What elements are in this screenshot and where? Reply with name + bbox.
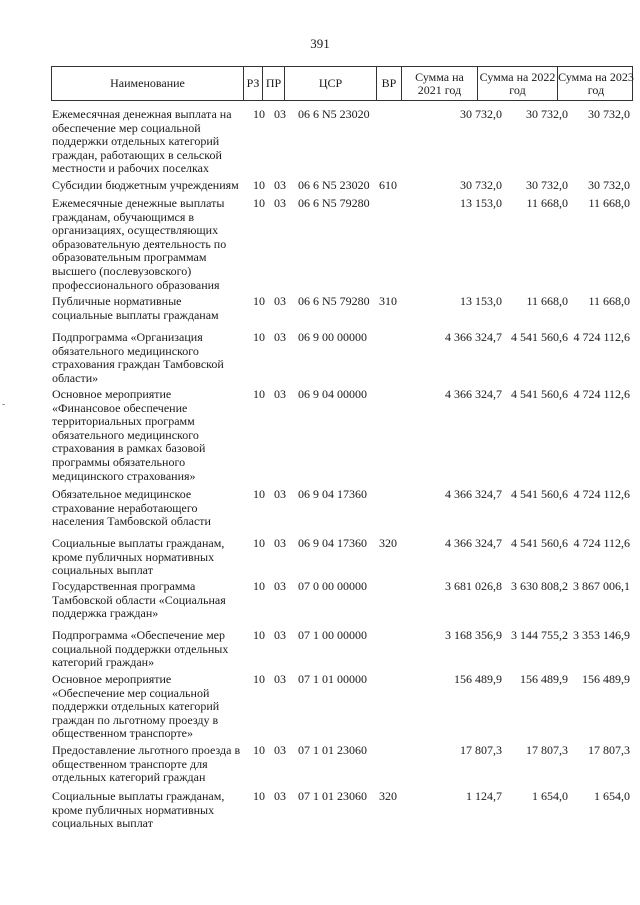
header-pr: ПР [262,67,284,100]
row-name: Подпрограмма «Обеспечение мер социальной поддержки отдельных категорий граждан» [52,628,229,670]
row-csr: 07 0 00 00000 [298,579,367,593]
row-name: Субсидии бюджетным учреждениям [52,178,239,192]
row-rz: 10 [253,330,265,344]
row-pr: 03 [274,487,286,501]
row-sum-2023: 11 668,0 [588,196,630,210]
header-csr: ЦСР [284,67,376,100]
row-name: Ежемесячная денежная выплата на обеспечение мер социальной поддержки отдельных категорий граждан, работающих в сельской местности и рабочих поселках [52,107,232,176]
header-name: Наименование [110,76,185,90]
row-csr: 06 6 N5 23020 [298,107,370,121]
row-sum-2021: 4 366 324,7 [445,536,502,550]
row-vr: 320 [379,536,397,550]
row-rz: 10 [253,536,265,550]
row-csr: 07 1 00 00000 [298,628,367,642]
row-pr: 03 [274,672,286,686]
row-sum-2023: 4 724 112,6 [573,536,630,550]
row-name: Основное мероприятие «Финансовое обеспечение территориальных программ обязательного медицинского страхования в рамках базовой программы обязательного медицинского страхования» [52,387,206,483]
row-sum-2022: 3 144 755,2 [511,628,568,642]
row-sum-2021: 13 153,0 [460,294,502,308]
row-sum-2023: 17 807,3 [588,743,630,757]
row-sum-2022: 11 668,0 [526,196,568,210]
header-vr: ВР [376,67,401,100]
row-sum-2023: 3 353 146,9 [573,628,630,642]
row-pr: 03 [274,294,286,308]
row-sum-2023: 4 724 112,6 [573,387,630,401]
row-pr: 03 [274,178,286,192]
row-name: Социальные выплаты гражданам, кроме публичных нормативных социальных выплат [52,789,225,831]
row-sum-2022: 4 541 560,6 [511,536,568,550]
row-sum-2023: 4 724 112,6 [573,487,630,501]
row-sum-2021: 4 366 324,7 [445,330,502,344]
header-sum-2021: Сумма на 2021 год [401,67,477,100]
row-vr: 320 [379,789,397,803]
row-rz: 10 [253,196,265,210]
row-csr: 06 9 04 00000 [298,387,367,401]
header-rz: РЗ [243,67,262,100]
row-sum-2023: 4 724 112,6 [573,330,630,344]
row-name: Подпрограмма «Организация обязательного медицинского страхования граждан Тамбовской области» [52,330,224,385]
row-sum-2022: 4 541 560,6 [511,487,568,501]
row-pr: 03 [274,579,286,593]
row-rz: 10 [253,628,265,642]
row-sum-2023: 1 654,0 [594,789,630,803]
row-csr: 07 1 01 00000 [298,672,367,686]
row-name: Социальные выплаты гражданам, кроме публичных нормативных социальных выплат [52,536,225,578]
row-name: Предоставление льготного проезда в общественном транспорте для отдельных категорий граждан [52,743,241,785]
row-csr: 06 6 N5 79280 [298,196,370,210]
row-csr: 07 1 01 23060 [298,743,367,757]
row-pr: 03 [274,789,286,803]
row-pr: 03 [274,628,286,642]
row-sum-2021: 1 124,7 [466,789,502,803]
row-rz: 10 [253,789,265,803]
row-sum-2023: 30 732,0 [588,178,630,192]
row-sum-2022: 4 541 560,6 [511,387,568,401]
row-sum-2022: 30 732,0 [526,107,568,121]
row-sum-2021: 17 807,3 [460,743,502,757]
header-sum-2022: Сумма на 2022 год [477,67,557,100]
row-pr: 03 [274,330,286,344]
row-name: Публичные нормативные социальные выплаты гражданам [52,294,219,322]
row-vr: 610 [379,178,397,192]
row-csr: 06 9 00 00000 [298,330,367,344]
row-pr: 03 [274,743,286,757]
row-sum-2021: 13 153,0 [460,196,502,210]
row-sum-2021: 3 681 026,8 [445,579,502,593]
row-sum-2022: 1 654,0 [532,789,568,803]
row-sum-2021: 30 732,0 [460,107,502,121]
row-sum-2021: 3 168 356,9 [445,628,502,642]
row-sum-2021: 4 366 324,7 [445,487,502,501]
row-vr: 310 [379,294,397,308]
row-sum-2022: 156 489,9 [520,672,568,686]
row-sum-2022: 11 668,0 [526,294,568,308]
row-sum-2023: 11 668,0 [588,294,630,308]
row-rz: 10 [253,178,265,192]
row-csr: 06 9 04 17360 [298,536,367,550]
row-rz: 10 [253,294,265,308]
row-name: Основное мероприятие «Обеспечение мер социальной поддержки отдельных категорий граждан по льготному проезду в общественном транспорте» [52,672,220,741]
row-sum-2021: 156 489,9 [454,672,502,686]
row-rz: 10 [253,387,265,401]
row-pr: 03 [274,196,286,210]
row-sum-2022: 17 807,3 [526,743,568,757]
row-rz: 10 [253,107,265,121]
row-csr: 06 6 N5 23020 [298,178,370,192]
row-sum-2022: 4 541 560,6 [511,330,568,344]
row-csr: 07 1 01 23060 [298,789,367,803]
row-sum-2023: 156 489,9 [582,672,630,686]
row-pr: 03 [274,387,286,401]
row-rz: 10 [253,743,265,757]
row-pr: 03 [274,536,286,550]
header-sum-2023: Сумма на 2023 год [557,67,634,100]
row-rz: 10 [253,487,265,501]
margin-mark: - [2,399,6,410]
row-csr: 06 9 04 17360 [298,487,367,501]
row-sum-2022: 30 732,0 [526,178,568,192]
row-sum-2023: 30 732,0 [588,107,630,121]
row-sum-2022: 3 630 808,2 [511,579,568,593]
row-name: Обязательное медицинское страхование неработающего населения Тамбовской области [52,487,211,529]
row-csr: 06 6 N5 79280 [298,294,370,308]
page-number: 391 [310,36,330,51]
row-sum-2021: 30 732,0 [460,178,502,192]
table-header [51,66,633,101]
row-sum-2021: 4 366 324,7 [445,387,502,401]
row-sum-2023: 3 867 006,1 [573,579,630,593]
row-name: Ежемесячные денежные выплаты гражданам, обучающимся в организациях, осуществляющих образовательную деятельность по образовательным программам высшего (послевузовского) профессионального образования [52,196,227,292]
row-rz: 10 [253,579,265,593]
row-pr: 03 [274,107,286,121]
row-rz: 10 [253,672,265,686]
row-name: Государственная программа Тамбовской области «Социальная поддержка граждан» [52,579,226,621]
